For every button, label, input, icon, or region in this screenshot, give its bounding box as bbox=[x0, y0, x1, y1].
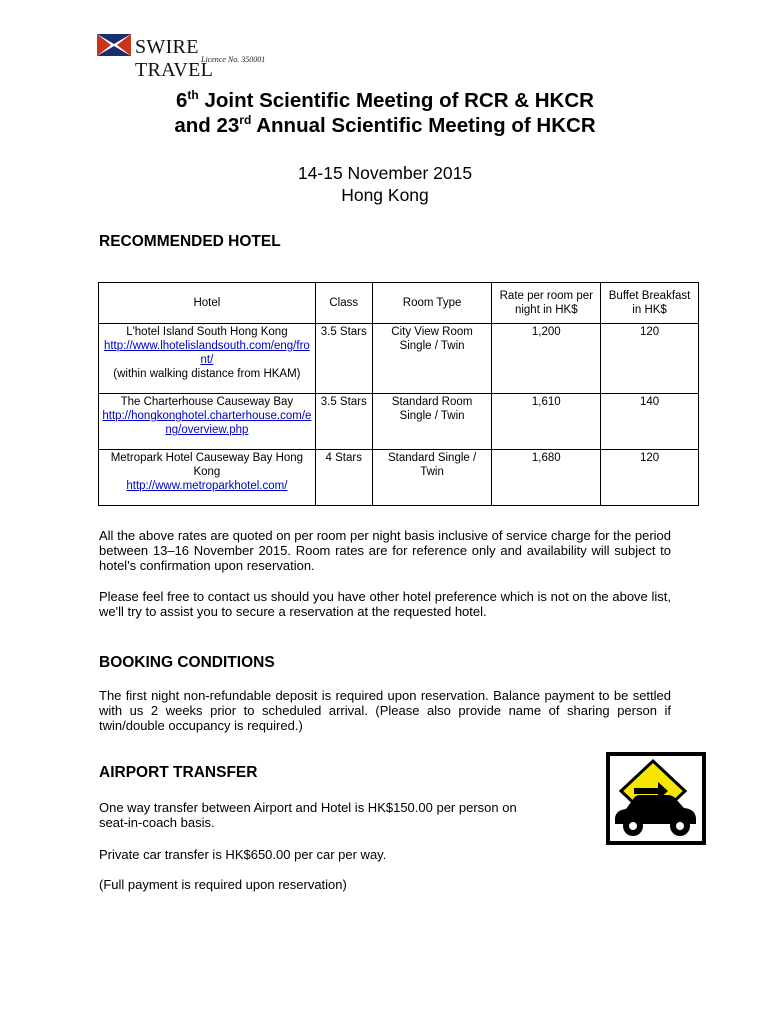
hotel-room-type: Standard Single / Twin bbox=[372, 450, 492, 506]
car-transfer-icon bbox=[606, 752, 706, 845]
private-transfer-text: Private car transfer is HK$650.00 per car per way. bbox=[99, 847, 387, 862]
hotel-name: L'hotel Island South Hong Kong bbox=[126, 326, 288, 338]
payment-note: (Full payment is required upon reservation) bbox=[99, 877, 347, 892]
col-header-room-type: Room Type bbox=[372, 283, 492, 324]
hotel-class: 4 Stars bbox=[315, 450, 372, 506]
col-header-hotel: Hotel bbox=[99, 283, 316, 324]
booking-conditions-text: The first night non-refundable deposit is required upon reservation. Balance payment to be settled with us 2 weeks prior to scheduled arrival. (Please also provide name of sharing person if twin/double occupancy is required.) bbox=[99, 688, 671, 733]
event-location: Hong Kong bbox=[341, 185, 429, 205]
hotel-breakfast: 140 bbox=[601, 394, 699, 450]
swire-logo-icon bbox=[97, 34, 131, 56]
hotel-rate: 1,610 bbox=[492, 394, 601, 450]
hotel-room-type: Standard Room Single / Twin bbox=[372, 394, 492, 450]
hotel-room-type: City View Room Single / Twin bbox=[372, 324, 492, 394]
table-row bbox=[99, 394, 699, 450]
hotel-link[interactable]: http://hongkonghotel.charterhouse.com/eng/overview.php bbox=[102, 410, 312, 436]
col-header-breakfast: Buffet Breakfast in HK$ bbox=[601, 283, 699, 324]
hotel-cell bbox=[99, 450, 316, 506]
airport-transfer-heading: AIRPORT TRANSFER bbox=[99, 764, 258, 781]
hotel-rate: 1,200 bbox=[492, 324, 601, 394]
page-title-line-1: 6th Joint Scientific Meeting of RCR & HKCR bbox=[176, 88, 594, 112]
hotel-link[interactable]: http://www.metroparkhotel.com/ bbox=[126, 480, 288, 492]
rates-note: All the above rates are quoted on per room per night basis inclusive of service charge for the period between 13–16 November 2015. Room rates are for reference only and availability will subject to hotel's confirmation upon reservation. bbox=[99, 528, 671, 573]
table-header-row bbox=[99, 283, 699, 324]
coach-transfer-text: One way transfer between Airport and Hotel is HK$150.00 per person on seat-in-coach basis. bbox=[99, 800, 517, 830]
col-header-class: Class bbox=[315, 283, 372, 324]
hotel-breakfast: 120 bbox=[601, 450, 699, 506]
col-header-rate: Rate per room per night in HK$ bbox=[492, 283, 601, 324]
hotel-note: (within walking distance from HKAM) bbox=[113, 368, 301, 380]
hotel-class: 3.5 Stars bbox=[315, 394, 372, 450]
table-row bbox=[99, 324, 699, 394]
hotel-name: Metropark Hotel Causeway Bay Hong Kong bbox=[110, 452, 304, 478]
hotel-link[interactable]: http://www.lhotelislandsouth.com/eng/front/ bbox=[103, 340, 310, 366]
recommended-hotel-heading: RECOMMENDED HOTEL bbox=[99, 233, 281, 250]
hotel-cell bbox=[99, 394, 316, 450]
hotel-name: The Charterhouse Causeway Bay bbox=[120, 396, 294, 408]
logo-licence: Licence No. 350001 bbox=[201, 55, 266, 64]
event-dates: 14-15 November 2015 bbox=[297, 163, 473, 183]
booking-conditions-heading: BOOKING CONDITIONS bbox=[99, 654, 275, 671]
hotel-table bbox=[98, 282, 699, 506]
hotel-rate: 1,680 bbox=[492, 450, 601, 506]
hotel-breakfast: 120 bbox=[601, 324, 699, 394]
logo-brand-text: SWIRE TRAVEL bbox=[135, 36, 214, 81]
contact-note: Please feel free to contact us should you have other hotel preference which is not on the above list, we'll try to assist you to secure a reservation at the requested hotel. bbox=[99, 589, 671, 619]
table-row bbox=[99, 450, 699, 506]
swire-travel-logo bbox=[97, 34, 277, 81]
page-title-line-2: and 23rd Annual Scientific Meeting of HKCR bbox=[174, 113, 596, 137]
hotel-class: 3.5 Stars bbox=[315, 324, 372, 394]
hotel-cell bbox=[99, 324, 316, 394]
